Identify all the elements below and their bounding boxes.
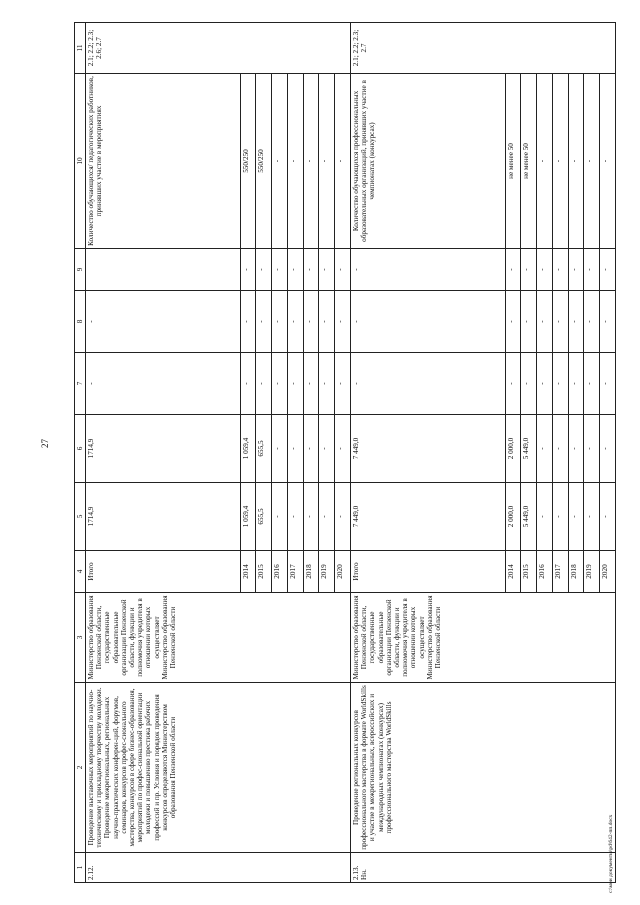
year-value: - (335, 74, 351, 249)
row-description: Проведение выставочных мероприятий по научно-техническому и прикладному творчеству молодежи. Проведение межрегиональных, региональных научно-практических конферен-ций, форумов, семинаров, конкурсов профес-сионального мастерства, конкурсов в сфере бизнес-образования, мероприятий по профес-сиональной ориентации молодежи и повышению престижа рабочих профессий и пр. Условия и порядок проведения конкурсов определяются Министерством образования Пензенской области (86, 683, 351, 853)
total-label: Итого (86, 551, 241, 593)
col-header: 7 (75, 353, 86, 415)
year-value: - (552, 74, 568, 249)
year-value: - (287, 249, 303, 291)
indicator-name: Количество обучающихся профессиональных образовательных организаций, принявших участие в чемпионатах (конкурсах) (350, 74, 505, 249)
year-value: - (584, 74, 600, 249)
total-cell: - (350, 291, 505, 353)
year-cell: 2018 (303, 551, 319, 593)
total-cell (86, 249, 241, 291)
col-header: 1 (75, 853, 86, 883)
program-table (74, 22, 616, 883)
total-cell: - (86, 291, 241, 353)
year-value: - (335, 415, 351, 483)
year-value: - (552, 415, 568, 483)
year-value: - (319, 291, 335, 353)
year-cell: 2020 (600, 551, 616, 593)
year-value: 550/250 (240, 74, 256, 249)
year-value: - (584, 249, 600, 291)
year-value: - (584, 353, 600, 415)
col-header: 8 (75, 291, 86, 353)
year-value: - (319, 415, 335, 483)
program-table-container (74, 23, 616, 883)
table-row (86, 23, 241, 883)
year-value: не менее 50 (521, 74, 537, 249)
year-value: - (319, 483, 335, 551)
col-header: 9 (75, 249, 86, 291)
year-value: - (287, 74, 303, 249)
year-value: - (303, 353, 319, 415)
year-value: - (335, 249, 351, 291)
year-value: - (256, 249, 272, 291)
year-value: - (319, 353, 335, 415)
total-cell: - (350, 249, 505, 291)
year-value: 550/250 (256, 74, 272, 249)
year-value: - (600, 353, 616, 415)
total-cell: 1714,9 (86, 415, 241, 483)
year-cell: 2015 (521, 551, 537, 593)
row-executor: Министерство образования Пензенской области, государственные образовательные организации Пензенской области, функции и полномочия учредителя в отношении которых осуществляет Министерство образования Пензенской области (86, 593, 351, 683)
total-cell: - (86, 353, 241, 415)
year-value: - (568, 74, 584, 249)
year-cell: 2019 (319, 551, 335, 593)
year-value: 2 000,0 (505, 483, 521, 551)
year-cell: 2016 (537, 551, 553, 593)
year-value: - (319, 249, 335, 291)
year-value: - (600, 291, 616, 353)
year-value: - (335, 353, 351, 415)
row-executor: Министерство образования Пензенской области, государственные образовательные организации Пензенской области, функции и полномочия учредителя в отношении которых осуществляет Министерство образования Пензенской области (350, 593, 615, 683)
year-value: - (303, 415, 319, 483)
year-value: - (287, 353, 303, 415)
year-value: - (521, 249, 537, 291)
year-value: - (319, 74, 335, 249)
year-value: - (303, 483, 319, 551)
year-value: - (521, 353, 537, 415)
year-value: - (303, 249, 319, 291)
target-refs: 2.1; 2.2; 2.3; 2.7 (350, 23, 615, 74)
year-cell: 2017 (552, 551, 568, 593)
total-label: Итого (350, 551, 505, 593)
year-value: - (584, 415, 600, 483)
year-cell: 2020 (335, 551, 351, 593)
year-value: - (505, 353, 521, 415)
table-row (350, 23, 505, 883)
year-value: - (584, 483, 600, 551)
year-value: - (552, 483, 568, 551)
year-value: - (537, 291, 553, 353)
year-value: - (600, 74, 616, 249)
row-description: Проведение региональных конкурсов профессионального мастерства в формате WorldSkills и участие в межрегиональных, всероссийских и международных чемпионатах (конкурсах) профессионального мастерства WorldSkills (350, 683, 615, 853)
year-value: - (505, 291, 521, 353)
col-header: 5 (75, 483, 86, 551)
year-value: - (287, 483, 303, 551)
year-value: - (537, 415, 553, 483)
year-value: - (272, 415, 288, 483)
year-value: - (568, 483, 584, 551)
year-value: - (287, 415, 303, 483)
total-cell: - (350, 353, 505, 415)
year-value: - (600, 249, 616, 291)
col-header: 6 (75, 415, 86, 483)
year-value: - (335, 291, 351, 353)
col-header: 4 (75, 551, 86, 593)
year-value: - (537, 483, 553, 551)
col-header: 3 (75, 593, 86, 683)
header-row (75, 23, 86, 883)
year-cell: 2014 (505, 551, 521, 593)
row-number: 2.12. (86, 853, 351, 883)
year-cell: 2016 (272, 551, 288, 593)
year-cell: 2017 (287, 551, 303, 593)
year-value: 655,5 (256, 415, 272, 483)
year-value: - (303, 291, 319, 353)
page-number: 27 (40, 439, 50, 448)
year-value: - (272, 353, 288, 415)
row-number: 2.13. Нн. (350, 853, 615, 883)
year-value: - (584, 291, 600, 353)
year-value: - (240, 353, 256, 415)
total-cell: 7 449,0 (350, 415, 505, 483)
total-cell: 1714,9 (86, 483, 241, 551)
year-value: - (552, 291, 568, 353)
year-value: 5 449,0 (521, 483, 537, 551)
year-value: - (600, 483, 616, 551)
year-value: не менее 50 (505, 74, 521, 249)
year-cell: 2018 (568, 551, 584, 593)
total-cell: 7 449,0 (350, 483, 505, 551)
year-value: - (537, 74, 553, 249)
year-value: - (303, 74, 319, 249)
year-value: - (240, 291, 256, 353)
year-value: 655,5 (256, 483, 272, 551)
year-value: - (272, 291, 288, 353)
year-value: - (568, 415, 584, 483)
year-value: - (240, 249, 256, 291)
col-header: 10 (75, 74, 86, 249)
year-value: - (256, 291, 272, 353)
year-value: - (287, 291, 303, 353)
year-value: - (537, 249, 553, 291)
year-value: - (568, 353, 584, 415)
year-value: - (552, 353, 568, 415)
year-value: - (256, 353, 272, 415)
year-value: 5 449,0 (521, 415, 537, 483)
footer-path: c:\мои документы\pd\642-пп.docx (608, 814, 614, 893)
year-value: - (272, 249, 288, 291)
year-value: 2 000,0 (505, 415, 521, 483)
year-value: - (552, 249, 568, 291)
year-value: - (568, 249, 584, 291)
year-value: - (335, 483, 351, 551)
year-value: 1 059,4 (240, 415, 256, 483)
col-header: 2 (75, 683, 86, 853)
target-refs: 2.1; 2.2; 2.3; 2.6; 2.7 (86, 23, 351, 74)
year-cell: 2019 (584, 551, 600, 593)
indicator-name: Количество обучающихся/ педагогических работников, принявших участие в мероприятиях (86, 74, 241, 249)
year-cell: 2014 (240, 551, 256, 593)
year-value: - (272, 483, 288, 551)
year-value: 1 059,4 (240, 483, 256, 551)
year-value: - (272, 74, 288, 249)
year-value: - (600, 415, 616, 483)
year-value: - (505, 249, 521, 291)
year-value: - (537, 353, 553, 415)
year-value: - (568, 291, 584, 353)
year-value: - (521, 291, 537, 353)
col-header: 11 (75, 23, 86, 74)
year-cell: 2015 (256, 551, 272, 593)
